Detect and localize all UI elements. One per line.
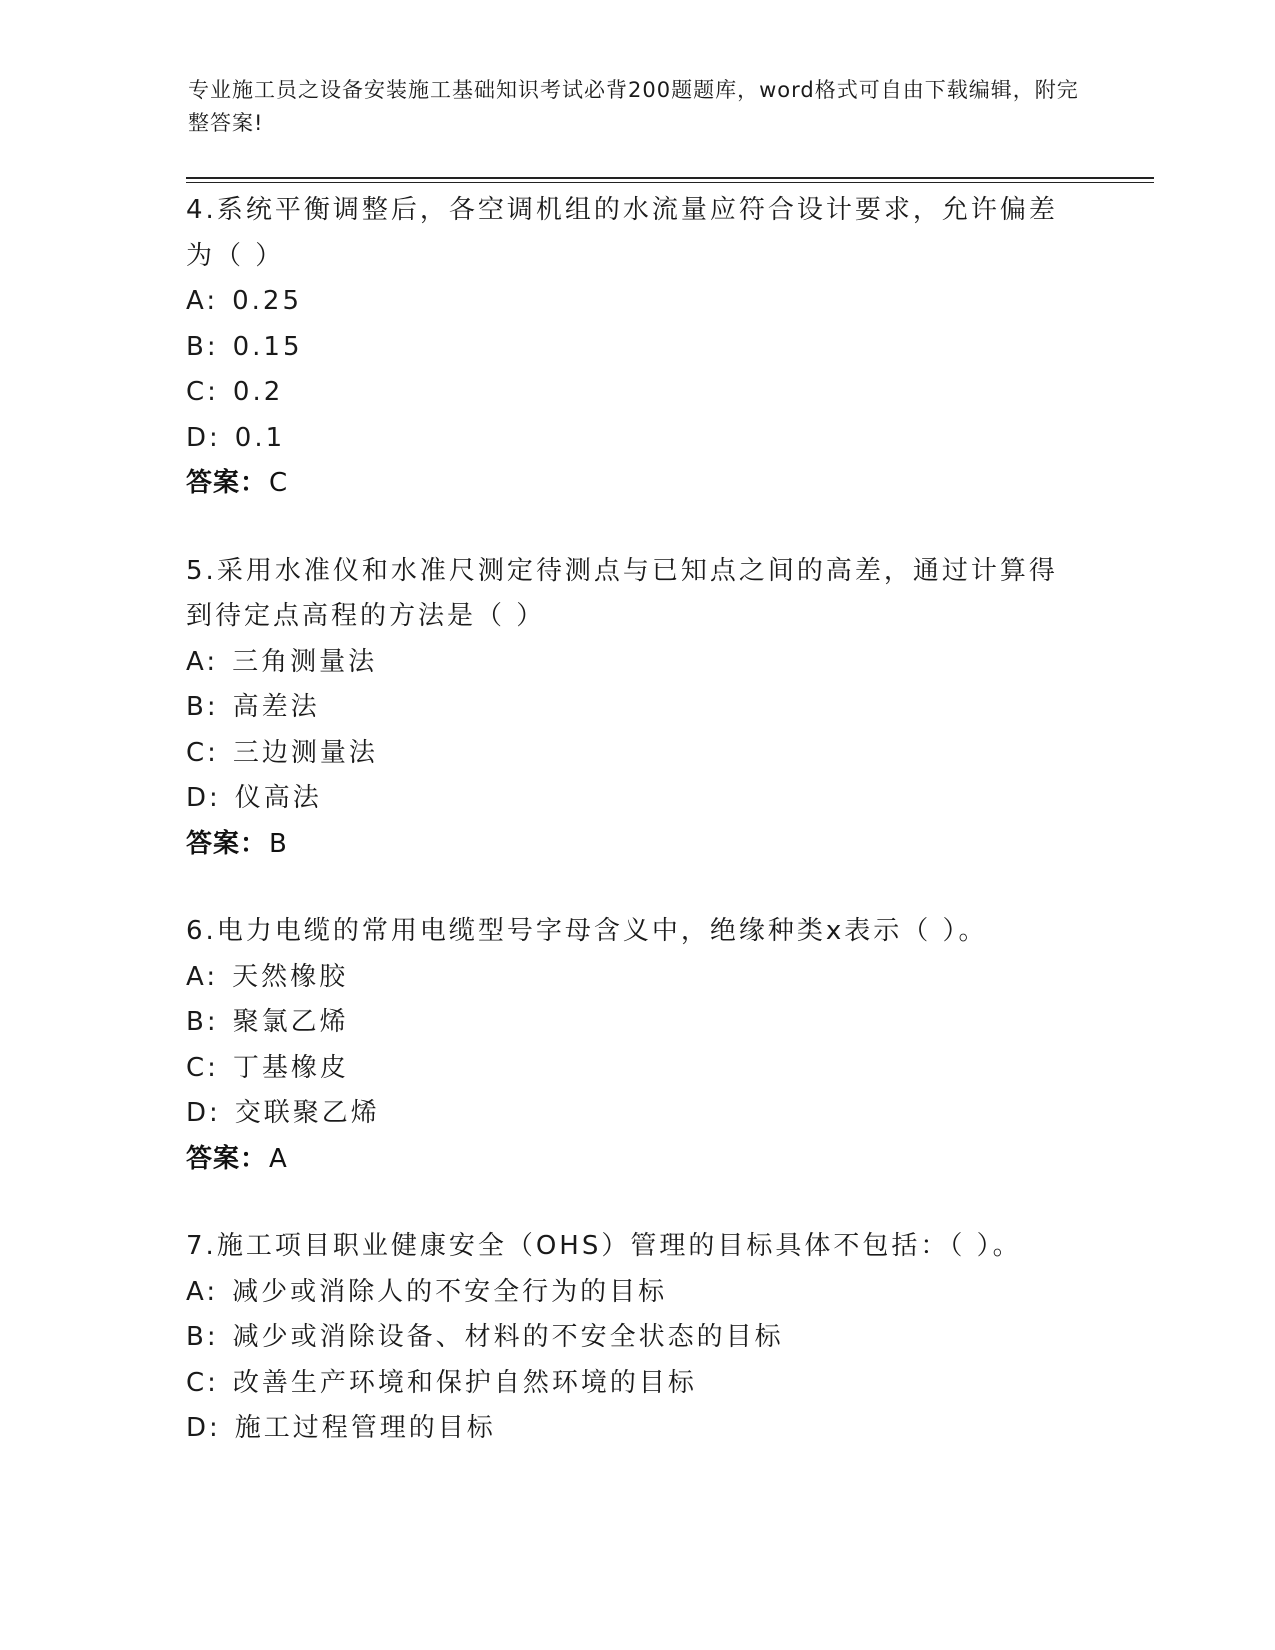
option-text: 0.25 xyxy=(232,286,302,316)
question-text: 采用水准仪和水准尺测定待测点与已知点之间的高差，通过计算得到待定点高程的方法是（ ） xyxy=(186,555,1058,631)
option-label: A: xyxy=(186,961,219,992)
document-header: 专业施工员之设备安装施工基础知识考试必背200题题库，word格式可自由下载编辑，附完整答案! xyxy=(188,78,1079,135)
question-text: 系统平衡调整后，各空调机组的水流量应符合设计要求，允许偏差为（ ） xyxy=(186,195,1058,271)
option-text: 三角测量法 xyxy=(232,646,378,677)
option-a xyxy=(186,1270,1086,1316)
answer-value: A xyxy=(269,1143,288,1174)
option-text: 施工过程管理的目标 xyxy=(234,1413,496,1443)
option-text: 丁基橡皮 xyxy=(232,1052,349,1083)
option-a xyxy=(186,955,1086,1001)
answer-line xyxy=(186,822,1086,868)
option-d xyxy=(186,1406,1086,1452)
option-b xyxy=(186,1000,1086,1046)
option-label: B: xyxy=(186,1322,219,1352)
option-text: 0.1 xyxy=(234,422,286,453)
option-label: B: xyxy=(186,1007,219,1037)
question-number: 7. xyxy=(186,1231,217,1261)
option-c xyxy=(186,1046,1086,1092)
answer-label: 答案： xyxy=(186,828,268,859)
option-label: D: xyxy=(186,422,221,453)
question-text: 电力电缆的常用电缆型号字母含义中，绝缘种类x表示（ ）。 xyxy=(216,916,988,946)
option-text: 改善生产环境和保护自然环境的目标 xyxy=(232,1367,697,1398)
question-number: 6. xyxy=(186,916,217,946)
option-text: 交联聚乙烯 xyxy=(234,1098,380,1128)
option-label: C: xyxy=(186,1367,219,1398)
question-5 xyxy=(186,549,1086,868)
option-label: B: xyxy=(186,692,219,722)
answer-value: C xyxy=(269,468,289,498)
question-6 xyxy=(186,909,1086,1182)
question-number: 5. xyxy=(186,555,217,586)
option-a xyxy=(186,279,1086,325)
option-d xyxy=(186,776,1086,822)
option-label: A: xyxy=(186,646,219,677)
answer-line xyxy=(186,461,1086,507)
option-text: 高差法 xyxy=(232,692,320,722)
option-b xyxy=(186,325,1086,371)
question-list xyxy=(186,188,1086,1494)
question-text: 施工项目职业健康安全（OHS）管理的目标具体不包括：（ ）。 xyxy=(216,1231,1022,1261)
option-label: A: xyxy=(186,1276,219,1307)
answer-line xyxy=(186,1137,1086,1183)
option-text: 减少或消除设备、材料的不安全状态的目标 xyxy=(232,1322,784,1352)
question-stem xyxy=(186,188,1086,279)
option-d xyxy=(186,416,1086,462)
option-a xyxy=(186,640,1086,686)
option-b xyxy=(186,685,1086,731)
option-d xyxy=(186,1091,1086,1137)
answer-label: 答案： xyxy=(186,468,268,498)
option-label: D: xyxy=(186,783,221,813)
option-c xyxy=(186,1361,1086,1407)
option-text: 聚氯乙烯 xyxy=(232,1007,349,1037)
option-label: A: xyxy=(186,286,219,316)
option-text: 减少或消除人的不安全行为的目标 xyxy=(232,1276,668,1307)
question-7 xyxy=(186,1224,1086,1452)
option-text: 0.2 xyxy=(232,377,284,407)
question-stem xyxy=(186,1224,1086,1270)
option-c xyxy=(186,370,1086,416)
question-4 xyxy=(186,188,1086,507)
option-label: D: xyxy=(186,1098,221,1128)
option-text: 天然橡胶 xyxy=(232,961,349,992)
question-stem xyxy=(186,549,1086,640)
option-label: C: xyxy=(186,377,219,407)
option-text: 三边测量法 xyxy=(232,737,378,768)
option-label: C: xyxy=(186,737,219,768)
option-text: 仪高法 xyxy=(234,783,322,813)
option-label: C: xyxy=(186,1052,219,1083)
option-label: D: xyxy=(186,1413,221,1443)
option-label: B: xyxy=(186,331,219,362)
header-divider-thick xyxy=(186,177,1154,179)
question-stem xyxy=(186,909,1086,955)
question-number: 4. xyxy=(186,195,217,225)
option-text: 0.15 xyxy=(232,331,303,362)
answer-label: 答案： xyxy=(186,1143,268,1174)
answer-value: B xyxy=(269,828,288,859)
option-c xyxy=(186,731,1086,777)
header-divider-thin xyxy=(186,182,1154,183)
option-b xyxy=(186,1315,1086,1361)
